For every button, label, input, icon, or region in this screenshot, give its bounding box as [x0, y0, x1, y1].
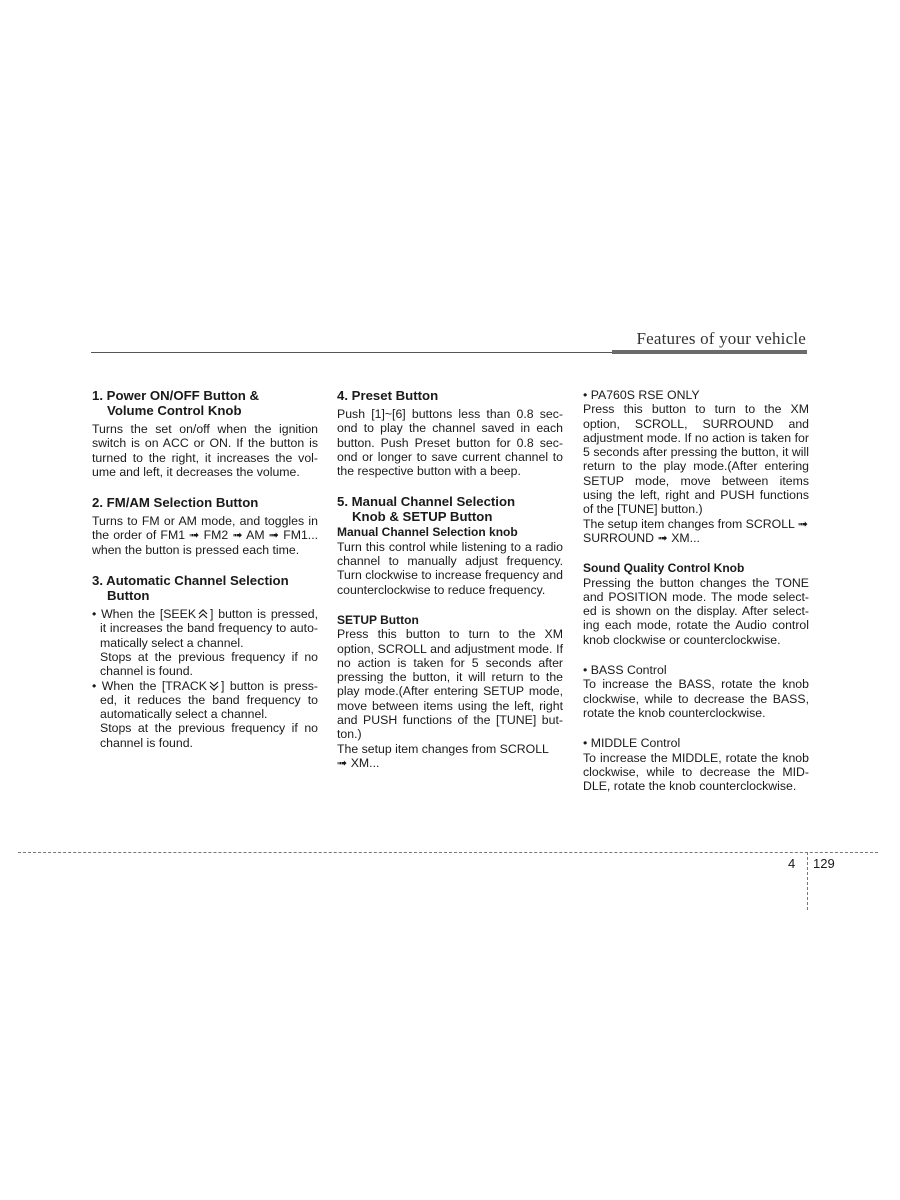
manual-knob-text: Turn this control while listening to a radio channel to manually adjust frequency. Turn clockwise to increase frequency and counterclockwise to reduce frequency. [337, 539, 563, 597]
track-text-b: ] button is press-ed, it reduces the band frequency to automatically select a channel. [100, 678, 318, 722]
column-2 [337, 388, 563, 770]
page-number: 129 [813, 856, 835, 871]
section-1-title-line-2: Volume Control Knob [107, 403, 242, 418]
footer-vertical-dashed-rule [807, 852, 808, 910]
section-5-title-line-2: Knob & SETUP Button [352, 509, 493, 525]
middle-bullet: • MIDDLE Control [583, 736, 681, 751]
section-number: 4 [788, 856, 796, 871]
setup-items-a: The setup item changes from SCROLL [337, 741, 549, 756]
pa760s-items-text [583, 517, 809, 546]
header-accent-bar [612, 350, 807, 354]
track-down-icon [208, 680, 220, 692]
pa760s-text: Press this button to turn to the XM option, SCROLL, SURROUND and adjustment mode. If no action is taken for 5 seconds after pressing the button, it will return to the play mode.(After entering SETUP mode, move between items using the left, right and PUSH functions of the [TUNE] button.) [583, 402, 809, 517]
track-text-a: • When the [TRACK [92, 678, 207, 693]
section-1-title [92, 388, 318, 418]
section-4-title: 4. Preset Button [337, 388, 439, 403]
section-3-bullet-track [92, 679, 318, 722]
seek-up-icon [197, 608, 209, 620]
section-2-text-a: Turns to FM or AM mode, and toggles in the order of FM1 [92, 514, 318, 543]
section-2-am: AM [246, 528, 265, 543]
setup-button-text: Press this button to turn to the XM option, SCROLL and adjustment mode. If no action is taken for 5 seconds after pressing the button, it will return to the play mode.(After entering SETUP mode, move between items using the left, right and PUSH functions of the [TUNE] but-ton.) [337, 627, 563, 742]
footer-dashed-rule [18, 852, 878, 853]
section-4-text: Push [1]~[6] buttons less than 0.8 sec-ond to play the channel saved in each button. Push Preset button for 0.8 sec-ond or longer to save current channel to the respective button with a beep. [337, 407, 563, 479]
section-3-title-line-1: 3. Automatic Channel Selection [92, 573, 289, 589]
section-3-bullet-seek [92, 607, 318, 650]
section-1-text: Turns the set on/off when the ignition switch is on ACC or ON. If the button is turned to the right, it increases the vol-ume and left, it decreases the volume. [92, 422, 318, 479]
pa-items-a: The setup item changes from SCROLL [583, 516, 795, 531]
section-5-title-line-1: 5. Manual Channel Selection [337, 494, 516, 510]
section-5-title [337, 494, 563, 524]
page-header-title: Features of your vehicle [636, 329, 806, 348]
manual-knob-subtitle: Manual Channel Selection knob [337, 525, 518, 540]
bass-text: To increase the BASS, rotate the knob clockwise, while to decrease the BASS, rotate the knob counterclockwise. [583, 677, 809, 720]
right-arrow-icon: ➟ [657, 530, 668, 545]
setup-items-b: XM... [350, 755, 380, 770]
middle-text: To increase the MIDDLE, rotate the knob clockwise, while to decrease the MID-DLE, rotate the knob counterclockwise. [583, 750, 809, 794]
section-2-text [92, 514, 318, 557]
section-3-seek-note: Stops at the previous frequency if no channel is found. [100, 649, 318, 679]
right-arrow-icon: ➟ [337, 755, 348, 770]
right-arrow-icon: ➟ [797, 516, 809, 531]
pa-items-b: SURROUND [583, 530, 655, 545]
right-arrow-icon: ➟ [189, 528, 200, 543]
sound-quality-text: Pressing the button changes the TONE and POSITION mode. The mode select-ed is shown on the display. After select-ing each mode, rotate the Audio control knob clockwise or counterclockwise. [583, 575, 809, 647]
section-2-fm1: FM1... [283, 528, 319, 543]
seek-text-b: ] button is pressed, it increases the band frequency to auto-matically select a channel. [100, 607, 318, 650]
section-2-text-b: when the button is pressed each time. [92, 542, 300, 557]
pa760s-bullet: • PA760S RSE ONLY [583, 388, 700, 402]
section-1-title-line-1: 1. Power ON/OFF Button & [92, 388, 260, 403]
column-1 [92, 388, 318, 750]
right-arrow-icon: ➟ [268, 528, 280, 543]
pa-items-c: XM... [671, 530, 700, 545]
section-3-title [92, 573, 318, 603]
section-3-track-note: Stops at the previous frequency if no channel is found. [100, 721, 318, 750]
setup-items-text [337, 742, 563, 771]
section-2-title: 2. FM/AM Selection Button [92, 495, 259, 511]
seek-text-a: • When the [SEEK [92, 607, 197, 622]
bass-bullet: • BASS Control [583, 663, 667, 678]
section-3-title-line-2: Button [107, 588, 150, 604]
column-3 [583, 388, 809, 793]
section-2-fm2: FM2 [203, 528, 229, 543]
sound-quality-subtitle: Sound Quality Control Knob [583, 561, 745, 576]
right-arrow-icon: ➟ [232, 528, 243, 543]
setup-button-subtitle: SETUP Button [337, 612, 419, 627]
